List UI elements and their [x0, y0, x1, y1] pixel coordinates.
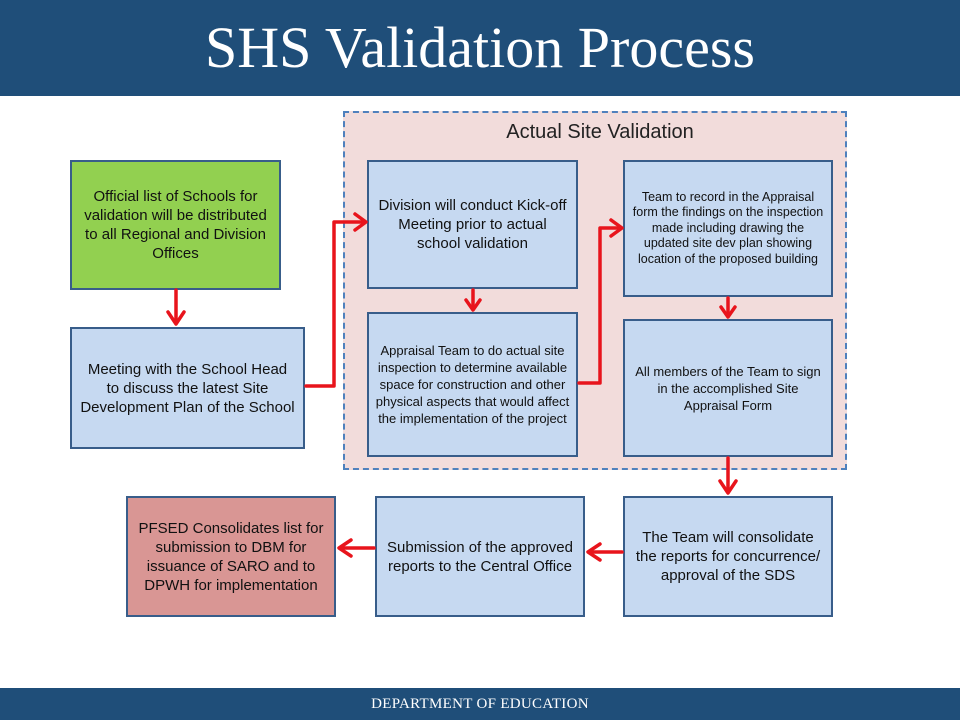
step-consolidate-reports: The Team will consolidate the reports for concurrence/ approval of the SDS	[623, 496, 833, 617]
step-record-appraisal: Team to record in the Appraisal form the findings on the inspection made including drawing the updated site dev plan showing location of the proposed building	[623, 160, 833, 297]
arrowhead-sign-to-consolidate	[720, 481, 736, 493]
step-pfsed: PFSED Consolidates list for submission to DBM for issuance of SARO and to DPWH for implementation	[126, 496, 336, 617]
footer-bar	[0, 688, 960, 720]
step-meeting-school-head: Meeting with the School Head to discuss the latest Site Development Plan of the School	[70, 327, 305, 449]
arrowhead-submission-to-pfsed	[339, 540, 351, 556]
step-submission: Submission of the approved reports to the Central Office	[375, 496, 585, 617]
page-title: SHS Validation Process	[205, 15, 755, 80]
header-bar	[0, 0, 960, 96]
step-kickoff-meeting: Division will conduct Kick-off Meeting prior to actual school validation	[367, 160, 578, 289]
step-sign-form: All members of the Team to sign in the accomplished Site Appraisal Form	[623, 319, 833, 457]
arrowhead-consolidate-to-submission	[588, 544, 600, 560]
region-title: Actual Site Validation	[506, 121, 694, 143]
footer-department: DEPARTMENT OF EDUCATION	[371, 696, 589, 712]
arrowhead-list-to-meeting	[168, 312, 184, 324]
step-site-inspection: Appraisal Team to do actual site inspection to determine available space for construction and other physical aspects that would affect the implementation of the project	[367, 312, 578, 457]
step-official-list: Official list of Schools for validation will be distributed to all Regional and Division Offices	[70, 160, 281, 290]
